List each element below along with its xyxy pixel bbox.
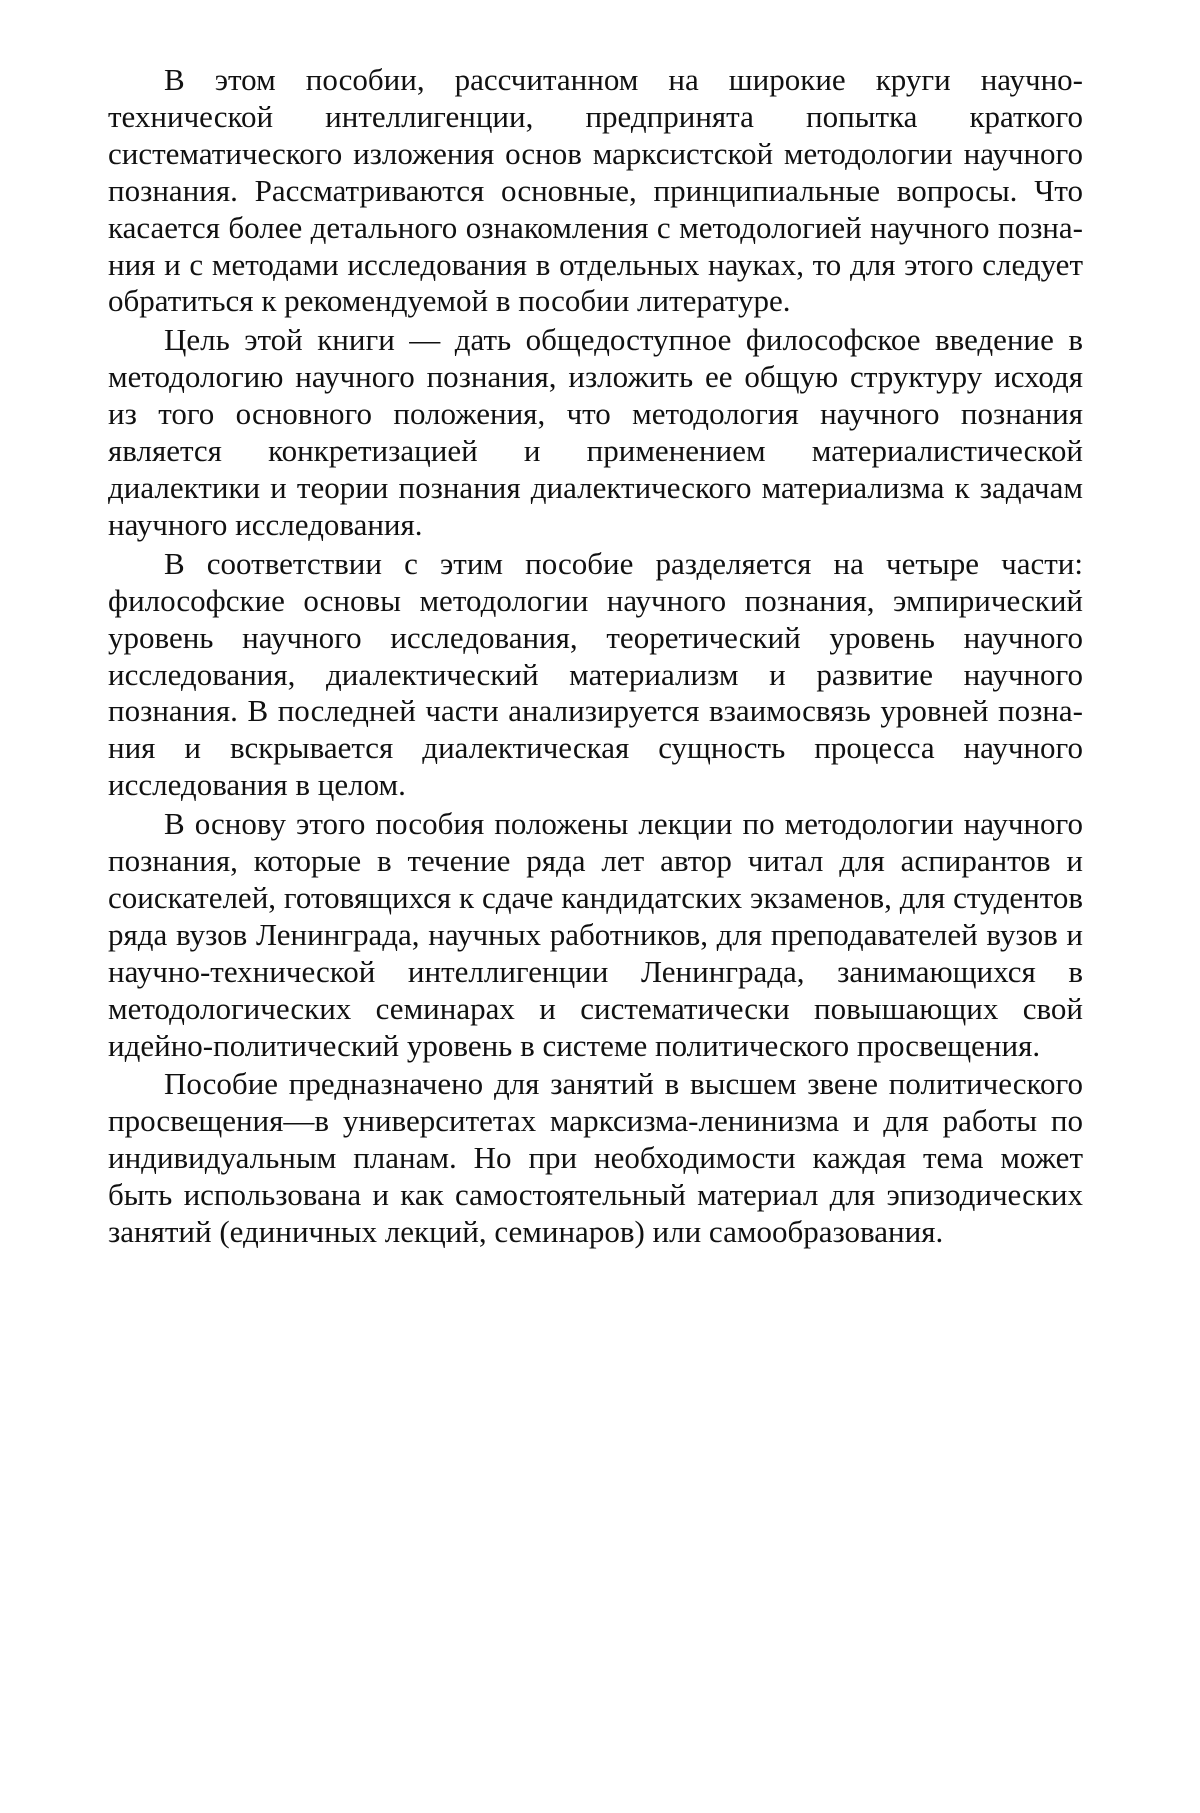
- paragraph-3: В соответствии с этим пособие разделяется на четыре части: философские основы методологии научного познания, эмпирический уровень научного исследования, теоретический уровень научного исследования, диалектический материализм и развитие научного познания. В последней части анализируется взаимосвязь уровней познания и вскрывается диалектическая сущность процесса научного исследования в целом.: [108, 545, 1083, 803]
- paragraph-1: В этом пособии, рассчитанном на широкие круги научно-технической интеллигенции, предпринята попытка краткого систематического изложения основ марксистской методологии научного познания. Рассматриваются основные, принципиальные вопросы. Что касается более детального ознакомления с методологией научного познания и с методами исследования в отдельных науках, то для этого следует обратиться к рекомендуемой в пособии литературе.: [108, 62, 1083, 319]
- paragraph-2: Цель этой книги — дать общедоступное философское введение в методологию научного познания, изложить ее общую структуру исходя из того основного положения, что методология научного познания является конкретизацией и применением материалистической диалектики и теории познания диалектического материализма к задачам научного исследования.: [108, 322, 1083, 542]
- document-page: [108, 62, 1083, 1251]
- paragraph-4: В основу этого пособия положены лекции по методологии научного познания, которые в течение ряда лет автор читал для аспирантов и соискателей, готовящихся к сдаче кандидатских экзаменов, для студентов ряда вузов Ленинграда, научных работников, для преподавателей вузов и научно-технической интеллигенции Ленинграда, занимающихся в методологических семинарах и систематически повышающих свой идейно-политический уровень в системе политического просвещения.: [108, 806, 1083, 1063]
- paragraph-5: Пособие предназначено для занятий в высшем звене политического просвещения—в университетах марксизма-ленинизма и для работы по индивидуальным планам. Но при необходимости каждая тема может быть использована и как самостоятельный материал для эпизодических занятий (единичных лекций, семинаров) или самообразования.: [108, 1066, 1083, 1250]
